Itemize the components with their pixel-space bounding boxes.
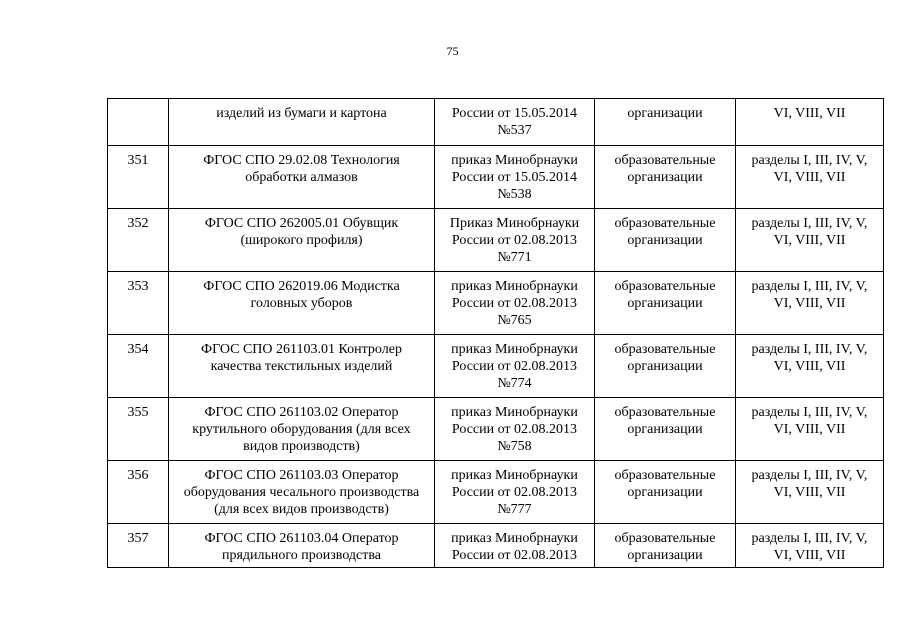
sections-cell [736,272,884,335]
row-number-cell [108,461,169,524]
table-row [108,146,884,209]
standard-name-cell [169,524,435,568]
order-cell [435,398,595,461]
order-cell [435,272,595,335]
sections-text: разделы I, III, IV, V, VI, VIII, VII [751,216,868,248]
row-number: 352 [127,216,149,231]
order-text: приказ Минобрнауки России от 15.05.2014 №538 [451,153,578,202]
organization-cell [595,461,736,524]
row-number: 355 [127,405,149,420]
sections-cell [736,335,884,398]
organization-text: образовательные организации [614,153,716,185]
standard-name-cell [169,99,435,146]
sections-text: разделы I, III, IV, V, VI, VIII, VII [751,468,868,500]
order-text: Приказ Минобрнауки России от 02.08.2013 №771 [449,216,580,265]
sections-text: разделы I, III, IV, V, VI, VIII, VII [751,531,868,563]
row-number-cell [108,209,169,272]
organization-cell [595,146,736,209]
sections-cell [736,461,884,524]
standard-name-cell [169,146,435,209]
order-text: приказ Минобрнауки России от 02.08.2013 №777 [451,468,578,517]
table-row [108,398,884,461]
standard-name: ФГОС СПО 261103.02 Оператор крутильного оборудования (для всех видов производств) [192,405,411,454]
table-row [108,335,884,398]
sections-cell [736,524,884,568]
organization-text: образовательные организации [614,405,716,437]
table-row [108,524,884,568]
standard-name: изделий из бумаги и картона [216,106,387,121]
organization-text: образовательные организации [614,279,716,311]
order-text: приказ Минобрнауки России от 02.08.2013 №774 [451,342,578,391]
order-text: России от 15.05.2014 №537 [451,106,578,138]
row-number-cell [108,398,169,461]
order-cell [435,146,595,209]
sections-text: разделы I, III, IV, V, VI, VIII, VII [751,342,868,374]
row-number-cell [108,524,169,568]
row-number: 357 [127,531,149,546]
standard-name: ФГОС СПО 262005.01 Обувщик (широкого профиля) [204,216,399,248]
standard-name-cell [169,335,435,398]
order-text: приказ Минобрнауки России от 02.08.2013 №758 [451,405,578,454]
row-number: 351 [127,153,149,168]
row-number-cell [108,99,169,146]
row-number: 353 [127,279,149,294]
sections-text: разделы I, III, IV, V, VI, VIII, VII [751,405,868,437]
row-number: 356 [127,468,149,483]
organization-text: организации [627,106,703,121]
row-number-cell [108,272,169,335]
row-number-cell [108,335,169,398]
standard-name: ФГОС СПО 261103.01 Контролер качества текстильных изделий [201,342,402,374]
sections-cell [736,146,884,209]
standard-name: ФГОС СПО 261103.04 Оператор прядильного производства [204,531,399,563]
sections-text: разделы I, III, IV, V, VI, VIII, VII [751,279,868,311]
order-cell [435,461,595,524]
order-cell [435,524,595,568]
row-number-cell [108,146,169,209]
organization-text: образовательные организации [614,342,716,374]
standards-table [107,98,884,568]
sections-cell [736,99,884,146]
sections-cell [736,398,884,461]
order-text: приказ Минобрнауки России от 02.08.2013 №765 [451,279,578,328]
row-number: 354 [127,342,149,357]
table-row [108,272,884,335]
order-text: приказ Минобрнауки России от 02.08.2013 [451,531,578,563]
organization-cell [595,524,736,568]
standard-name-cell [169,209,435,272]
organization-text: образовательные организации [614,468,716,500]
sections-cell [736,209,884,272]
order-cell [435,99,595,146]
standard-name: ФГОС СПО 29.02.08 Технология обработки алмазов [203,153,400,185]
organization-cell [595,99,736,146]
organization-cell [595,398,736,461]
organization-text: образовательные организации [614,531,716,563]
standard-name: ФГОС СПО 262019.06 Модистка головных уборов [203,279,400,311]
organization-cell [595,209,736,272]
organization-text: образовательные организации [614,216,716,248]
page-number: 75 [446,44,459,58]
organization-cell [595,272,736,335]
organization-cell [595,335,736,398]
standard-name-cell [169,461,435,524]
table-row [108,99,884,146]
sections-text: VI, VIII, VII [773,106,846,121]
standard-name-cell [169,398,435,461]
order-cell [435,209,595,272]
table-row [108,461,884,524]
order-cell [435,335,595,398]
standard-name-cell [169,272,435,335]
standard-name: ФГОС СПО 261103.03 Оператор оборудования чесального производства (для всех видов производств) [183,468,420,517]
table-row [108,209,884,272]
sections-text: разделы I, III, IV, V, VI, VIII, VII [751,153,868,185]
